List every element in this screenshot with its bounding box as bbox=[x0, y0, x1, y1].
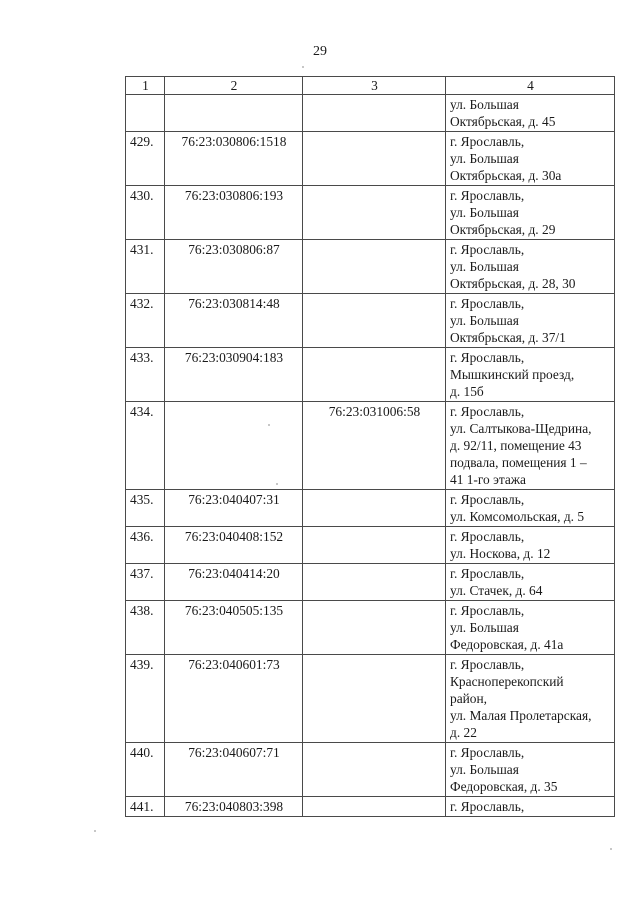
table-row bbox=[126, 564, 615, 601]
table-row bbox=[126, 797, 615, 817]
premises-cadastral-number: 76:23:031006:58 bbox=[303, 402, 446, 490]
table-row bbox=[126, 527, 615, 564]
address: г. Ярославль, ул. Большая Федоровская, д. 35 bbox=[446, 743, 615, 797]
premises-cadastral-number bbox=[303, 655, 446, 743]
table-row bbox=[126, 186, 615, 240]
row-number: 433. bbox=[126, 348, 165, 402]
cadastral-number: 76:23:040414:20 bbox=[165, 564, 303, 601]
cadastral-number: 76:23:030806:1518 bbox=[165, 132, 303, 186]
address: ул. Большая Октябрьская, д. 45 bbox=[446, 95, 615, 132]
row-number: 435. bbox=[126, 490, 165, 527]
table-row bbox=[126, 601, 615, 655]
address: г. Ярославль, ул. Большая Октябрьская, д. 37/1 bbox=[446, 294, 615, 348]
address: г. Ярославль, bbox=[446, 797, 615, 817]
row-number: 439. bbox=[126, 655, 165, 743]
address: г. Ярославль, ул. Большая Октябрьская, д. 28, 30 bbox=[446, 240, 615, 294]
cadastral-number: 76:23:030814:48 bbox=[165, 294, 303, 348]
address: г. Ярославль, Мышкинский проезд, д. 15б bbox=[446, 348, 615, 402]
table-row bbox=[126, 132, 615, 186]
cadastral-number: 76:23:040607:71 bbox=[165, 743, 303, 797]
cadastral-number: 76:23:040408:152 bbox=[165, 527, 303, 564]
premises-cadastral-number bbox=[303, 490, 446, 527]
cadastral-number bbox=[165, 95, 303, 132]
premises-cadastral-number bbox=[303, 743, 446, 797]
column-header-4: 4 bbox=[446, 77, 615, 95]
row-number: 431. bbox=[126, 240, 165, 294]
cadastral-number: 76:23:030806:193 bbox=[165, 186, 303, 240]
table-row bbox=[126, 655, 615, 743]
cadastral-number: 76:23:040601:73 bbox=[165, 655, 303, 743]
table-row bbox=[126, 402, 615, 490]
address: г. Ярославль, ул. Носкова, д. 12 bbox=[446, 527, 615, 564]
table-row bbox=[126, 743, 615, 797]
cadastral-number: 76:23:040505:135 bbox=[165, 601, 303, 655]
premises-cadastral-number bbox=[303, 95, 446, 132]
cadastral-number: 76:23:030806:87 bbox=[165, 240, 303, 294]
premises-cadastral-number bbox=[303, 564, 446, 601]
row-number: 429. bbox=[126, 132, 165, 186]
premises-cadastral-number bbox=[303, 348, 446, 402]
address: г. Ярославль, ул. Большая Октябрьская, д. 29 bbox=[446, 186, 615, 240]
row-number: 438. bbox=[126, 601, 165, 655]
row-number: 437. bbox=[126, 564, 165, 601]
table-row bbox=[126, 95, 615, 132]
premises-cadastral-number bbox=[303, 132, 446, 186]
table-header-row bbox=[126, 77, 615, 95]
address: г. Ярославль, ул. Большая Октябрьская, д. 30а bbox=[446, 132, 615, 186]
row-number bbox=[126, 95, 165, 132]
address: г. Ярославль, ул. Большая Федоровская, д. 41а bbox=[446, 601, 615, 655]
column-header-2: 2 bbox=[165, 77, 303, 95]
address: г. Ярославль, ул. Комсомольская, д. 5 bbox=[446, 490, 615, 527]
table-row bbox=[126, 348, 615, 402]
row-number: 436. bbox=[126, 527, 165, 564]
premises-cadastral-number bbox=[303, 797, 446, 817]
cadastral-number: 76:23:040803:398 bbox=[165, 797, 303, 817]
row-number: 441. bbox=[126, 797, 165, 817]
table-row bbox=[126, 490, 615, 527]
address: г. Ярославль, ул. Салтыкова-Щедрина, д. 92/11, помещение 43 подвала, помещения 1 – 41 1-го этажа bbox=[446, 402, 615, 490]
column-header-3: 3 bbox=[303, 77, 446, 95]
cadastral-number bbox=[165, 402, 303, 490]
table-row bbox=[126, 294, 615, 348]
premises-cadastral-number bbox=[303, 186, 446, 240]
scan-speck bbox=[94, 830, 96, 832]
premises-cadastral-number bbox=[303, 294, 446, 348]
row-number: 432. bbox=[126, 294, 165, 348]
premises-cadastral-number bbox=[303, 240, 446, 294]
page-number: 29 bbox=[313, 44, 327, 59]
premises-cadastral-number bbox=[303, 601, 446, 655]
row-number: 430. bbox=[126, 186, 165, 240]
column-header-1: 1 bbox=[126, 77, 165, 95]
table-row bbox=[126, 240, 615, 294]
row-number: 434. bbox=[126, 402, 165, 490]
cadastral-number: 76:23:040407:31 bbox=[165, 490, 303, 527]
scan-speck bbox=[276, 483, 278, 485]
scan-speck bbox=[268, 424, 270, 426]
cadastral-number: 76:23:030904:183 bbox=[165, 348, 303, 402]
registry-table bbox=[125, 76, 615, 817]
scan-speck bbox=[302, 66, 304, 68]
row-number: 440. bbox=[126, 743, 165, 797]
premises-cadastral-number bbox=[303, 527, 446, 564]
address: г. Ярославль, Красноперекопский район, ул. Малая Пролетарская, д. 22 bbox=[446, 655, 615, 743]
scan-speck bbox=[610, 848, 612, 850]
address: г. Ярославль, ул. Стачек, д. 64 bbox=[446, 564, 615, 601]
